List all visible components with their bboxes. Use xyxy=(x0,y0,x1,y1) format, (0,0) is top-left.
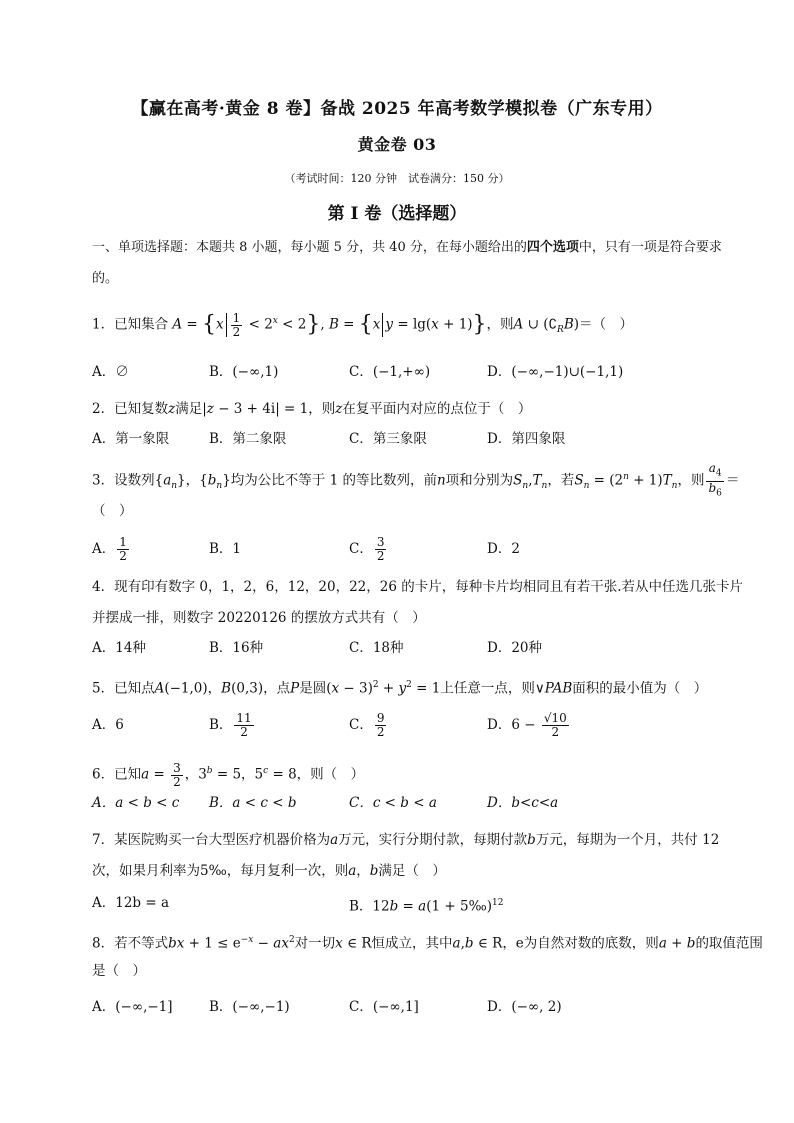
q1-text-mid: ，则 xyxy=(486,316,514,333)
q1-text: 已知集合 xyxy=(114,316,169,333)
q5-option-a[interactable]: A．6 xyxy=(92,717,124,733)
q4-options xyxy=(92,633,732,663)
q5-option-b-label: B． xyxy=(209,717,233,733)
q6-text-b: ，则（ ） xyxy=(296,766,365,783)
q6-option-a[interactable]: A．a < b < c xyxy=(92,795,180,811)
q5-option-c[interactable]: C． $\frac{9}{2}$ xyxy=(349,711,385,739)
q3-option-c[interactable]: C． $\frac{3}{2}$ xyxy=(349,535,385,563)
q2-options xyxy=(92,424,732,454)
q5-option-d-label: D． xyxy=(487,717,512,733)
q2-option-a[interactable]: A．第一象限 xyxy=(92,431,170,447)
section-intro xyxy=(92,232,732,294)
q1-option-c[interactable]: C．(−1,+∞) xyxy=(349,364,431,380)
q3-options xyxy=(92,534,732,564)
question-4-line2: 并摆成一排，则数字 20220126 的摆放方式共有（ ） xyxy=(92,610,426,626)
q6-text: 6．已知 xyxy=(92,766,142,783)
q3-option-c-label: C． xyxy=(349,541,373,557)
q5-text-b: ，点 xyxy=(263,680,291,697)
q3-option-a-label: A． xyxy=(92,541,116,557)
q7-options xyxy=(92,888,732,918)
q1-option-a[interactable]: A．∅ xyxy=(92,364,129,380)
question-3: 3．设数列$\{a_n\}$，$\{b_n\}$均为公比不等于 1 的等比数列，前n项和分别为$S_n,T_n$，若$S_n = (2^n + 1)T_n$，则 $\frac{a_4}{b_6}$ ＝ xyxy=(92,461,740,498)
q1-option-d[interactable]: D．(−∞,−1)∪(−1,1) xyxy=(487,364,624,380)
q3-text: 3．设数列 xyxy=(92,472,155,489)
q1-options xyxy=(92,357,732,387)
q2-text-b: 满足 xyxy=(175,401,203,417)
q7-option-b-label: B． xyxy=(349,898,373,915)
q5-option-b[interactable]: B． $\frac{11}{2}$ xyxy=(209,711,252,739)
q3-option-b[interactable]: B．1 xyxy=(209,541,242,557)
q3-text-c: 项和分别为 xyxy=(445,472,514,489)
q7-text-b: 万元，实行分期付款，每期付款 xyxy=(338,832,528,848)
q7-option-b[interactable]: B．12b = a(1 + 5‰)$^{12}$ xyxy=(349,898,504,915)
q5-text-d: 上任意一点，则 xyxy=(440,680,535,697)
q8-option-d[interactable]: D．(−∞, 2) xyxy=(487,999,562,1015)
intro-text-end: 中，只有一项是符合要求的。 xyxy=(92,240,722,286)
q2-text: 2．已知复数 xyxy=(92,401,169,417)
q1-text-end: ＝（ ） xyxy=(579,316,634,333)
question-8: 8．若不等式bx + $1 \le e^{-x} - ax^2$对一切x ∈ R恒成立，其中a,b ∈ R，e为自然对数的底数，则a + b的取值范围 xyxy=(92,935,763,952)
exam-subtitle: 黄金卷 03 xyxy=(357,135,437,154)
q2-text-d: 在复平面内对应的点位于（ ） xyxy=(342,401,532,417)
q8-option-b[interactable]: B．(−∞,−1) xyxy=(209,999,290,1015)
question-2: 2．已知复数z满足|z − 3 + 4i| = 1，则z在复平面内对应的点位于（ ） xyxy=(92,401,532,417)
q8-text-e: 的取值范围 xyxy=(695,935,763,952)
question-6: 6．已知a = $\frac{3}{2}$ ，$3^b = 5$，$5^c = 8$，则（ ） xyxy=(92,760,365,789)
q5-option-c-label: C． xyxy=(349,717,373,733)
question-1: 1．已知集合 A = {x $\frac{1}{2}$ < $2^x < 2$}, B = {x y = lg(x + 1)}，则A ∪ $(∁_RB)=$（ ） xyxy=(92,310,634,339)
q2-option-d[interactable]: D．第四象限 xyxy=(487,431,566,447)
q3-option-a[interactable]: A． $\frac{1}{2}$ xyxy=(92,535,127,563)
q3-text-b: 均为公比不等于 1 的等比数列，前 xyxy=(230,472,437,489)
q8-text-d: ，e为自然对数的底数，则 xyxy=(502,935,659,952)
q4-option-a[interactable]: A．14种 xyxy=(92,640,146,656)
q3-text-d: ，若 xyxy=(547,472,575,489)
q5-text: 5．已知点 xyxy=(92,680,155,697)
q8-text-c: 恒成立，其中 xyxy=(371,935,453,952)
q5-text-c: 是圆 xyxy=(299,680,327,697)
q8-options xyxy=(92,992,732,1022)
q2-text-c: ，则 xyxy=(308,401,336,417)
question-5: 5．已知点A(−1,0)，B(0,3)，点P是圆$(x - 3)^2 + y^2 = 1$上任意一点，则∨PAB面积的最小值为（ ） xyxy=(92,680,708,697)
q8-text-b: 对一切 xyxy=(294,935,336,952)
q5-text-e: 面积的最小值为（ ） xyxy=(572,680,708,697)
q8-text: 8．若不等式 xyxy=(92,935,169,952)
exam-note: （考试时间：120 分钟 试卷满分：150 分） xyxy=(284,172,510,185)
q7-text-e: 满足（ ） xyxy=(378,863,446,879)
q5-option-d[interactable]: D．6 − $\frac{√10}{2}$ xyxy=(487,711,567,739)
q2-option-c[interactable]: C．第三象限 xyxy=(349,431,427,447)
question-7-line2: 次，如果月利率为5‰，每月复利一次，则a，b满足（ ） xyxy=(92,863,446,879)
q7-text-d: 次，如果月利率为5‰，每月复利一次，则 xyxy=(92,863,349,879)
question-8-line2: 是（ ） xyxy=(92,963,146,979)
q3-text-e: ，则 xyxy=(677,472,705,489)
q6-options xyxy=(92,788,732,818)
q1-option-b[interactable]: B．(−∞,1) xyxy=(209,364,279,380)
q7-option-a[interactable]: A．12b = a xyxy=(92,895,170,911)
q1-number: 1． xyxy=(92,316,115,333)
question-7: 7．某医院购买一台大型医疗机器价格为a万元，实行分期付款，每期付款b万元，每期为一个月，共付 12 xyxy=(92,832,720,848)
q4-option-b[interactable]: B．16种 xyxy=(209,640,264,656)
q3-option-d[interactable]: D．2 xyxy=(487,541,520,557)
section-title: 第 I 卷（选择题） xyxy=(327,204,467,224)
q4-option-c[interactable]: C．18种 xyxy=(349,640,404,656)
q6-option-b[interactable]: B．a < c < b xyxy=(209,795,297,811)
q7-text-c: 万元，每期为一个月，共付 12 xyxy=(535,832,720,848)
q5-options xyxy=(92,710,732,740)
q7-text: 7．某医院购买一台大型医疗机器价格为 xyxy=(92,832,331,848)
q2-option-b[interactable]: B．第二象限 xyxy=(209,431,287,447)
intro-text: 一、单项选择题：本题共 8 小题，每小题 5 分，共 40 分，在每小题给出的 xyxy=(92,240,527,255)
q6-option-c[interactable]: C．c < b < a xyxy=(349,795,437,811)
intro-bold: 四个选项 xyxy=(526,240,579,255)
q6-option-d[interactable]: D．b<c<a xyxy=(487,795,559,811)
q8-option-a[interactable]: A．(−∞,−1] xyxy=(92,999,173,1015)
q4-option-d[interactable]: D．20种 xyxy=(487,640,543,656)
exam-title: 【赢在高考·黄金 8 卷】备战 2025 年高考数学模拟卷（广东专用） xyxy=(131,99,663,119)
question-4: 4．现有印有数字 0，1，2，6，12，20，22，26 的卡片，每种卡片均相同且有若干张.若从中任选几张卡片 xyxy=(92,579,744,595)
q8-option-c[interactable]: C．(−∞,1] xyxy=(349,999,419,1015)
question-3-line2: （ ） xyxy=(92,503,133,519)
